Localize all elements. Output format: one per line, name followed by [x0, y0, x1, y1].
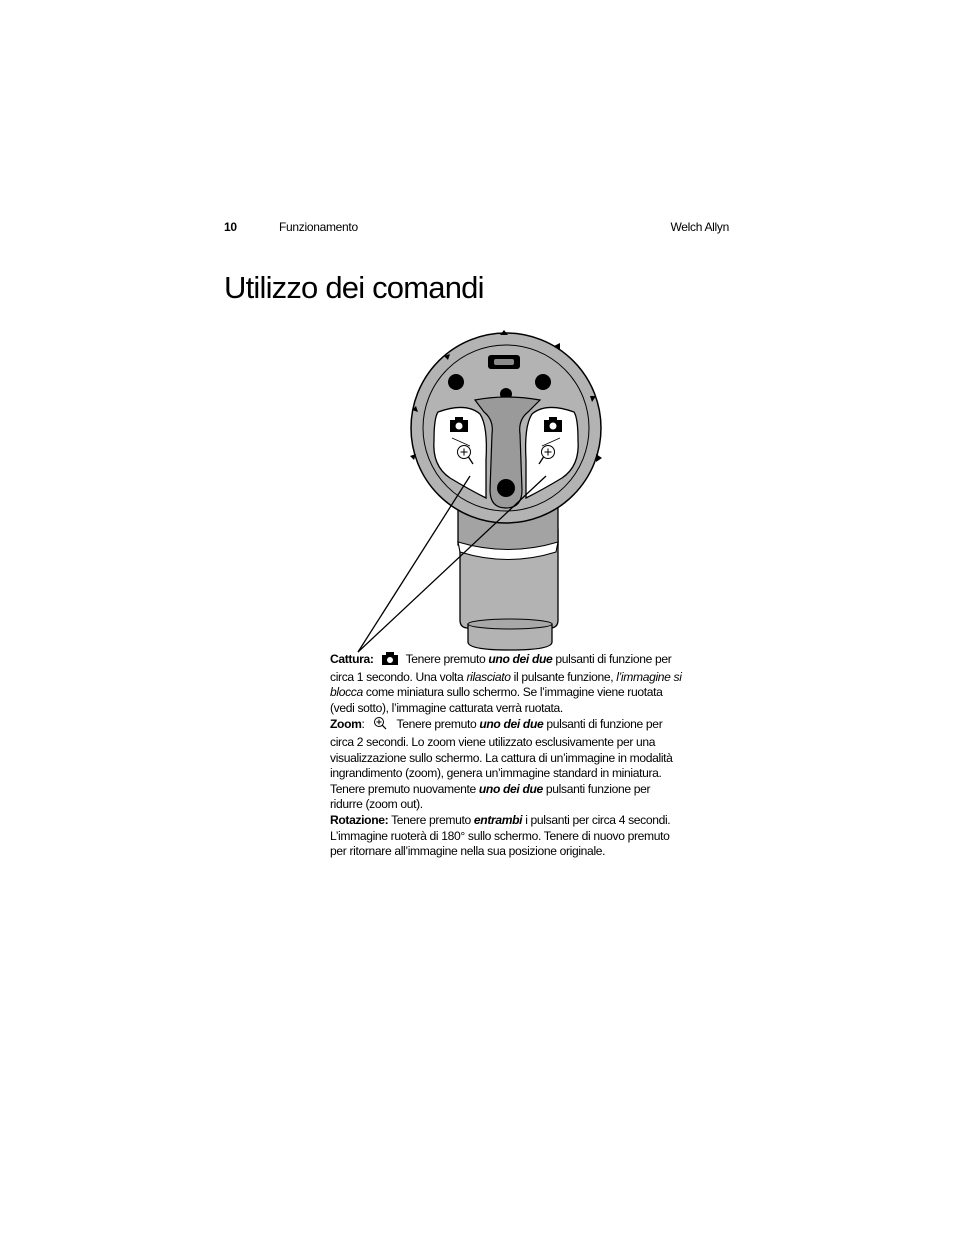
page-number: 10 — [224, 220, 237, 234]
page-header — [224, 220, 729, 238]
capture-label: Cattura: — [330, 652, 374, 666]
device-drawing — [340, 330, 620, 660]
device-illustration — [340, 330, 620, 660]
leader-line-left — [358, 476, 470, 652]
zoom-in-icon — [373, 716, 389, 735]
rotation-label: Rotazione: — [330, 812, 389, 827]
collar-edge — [468, 619, 552, 629]
rim-tab — [596, 454, 602, 462]
company-name: Welch Allyn — [670, 220, 729, 234]
rotation-paragraph: Rotazione: Tenere premuto entrambi i pulsanti per circa 4 secondi. L’immagine ruoterà di 180° sullo schermo. Tenere di nuovo premuto per ritornare all’immagine nella sua posizione originale. — [330, 812, 671, 859]
emphasis: uno dei due — [479, 717, 544, 732]
emphasis: rilasciato — [466, 669, 511, 684]
emphasis: uno dei due — [478, 781, 543, 796]
page-title: Utilizzo dei comandi — [224, 270, 484, 305]
connector-slot — [494, 359, 514, 365]
top-left-dot — [448, 374, 464, 390]
emphasis: l’immagine si blocca — [330, 669, 682, 700]
section-name: Funzionamento — [279, 220, 358, 234]
controls-description — [330, 652, 682, 860]
emphasis: uno dei due — [488, 652, 553, 666]
zoom-paragraph: Zoom: Tenere premuto uno dei due pulsanti di funzione per circa 2 secondi. Lo zoom viene utilizzato esclusivamente per una visualizzazione sullo schermo. La cattura di un’immagine in modalità ingrandimento (zoom), genera un’immagine standard in miniatura. Tenere premuto nuovamente uno dei due pulsanti funzione per ridurre (zoom out). — [330, 717, 673, 812]
emphasis: entrambi — [473, 812, 523, 827]
capture-paragraph: Cattura: Tenere premuto uno dei due pulsanti di funzione per circa 1 secondo. Una volta rilasciato il pulsante funzione, l’immagine si blocca come miniatura sullo schermo. Se l’immagine viene ruotata (vedi sotto), l’immagine catturata verrà ruotata. — [330, 652, 682, 715]
top-right-dot — [535, 374, 551, 390]
camera-icon — [382, 652, 398, 670]
center-dot — [497, 479, 515, 497]
zoom-label: Zoom — [330, 717, 362, 732]
